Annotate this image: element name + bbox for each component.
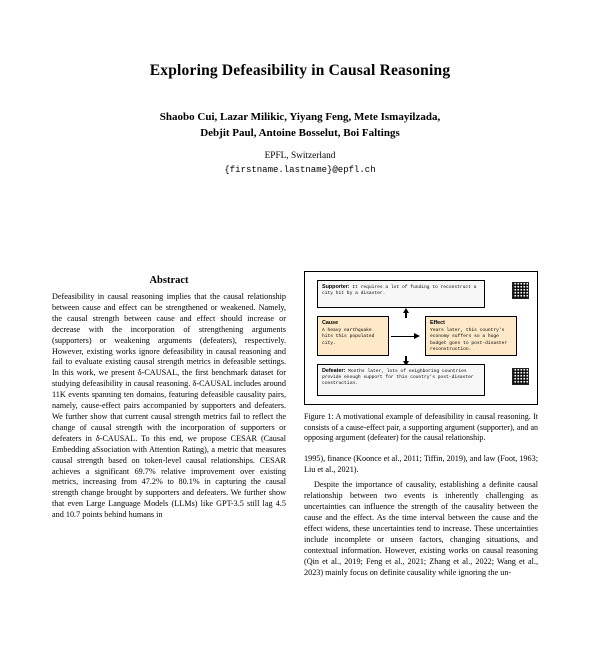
- qr-code-icon-supporter: [512, 282, 529, 299]
- figure-node-cause: [317, 316, 389, 356]
- abstract-text: Defeasibility in causal reasoning implies that the causal relationship between cause and effect can be strengthened or weakened. Namely, the causal strength between cause and effect should increase or decrease with the incorporation of strengthening arguments (supporters) or weakening arguments (defeaters), respectively. However, existing works ignore defeasibility in causal reasoning and fail to evaluate existing causal strength metrics in defeasible settings. In this work, we present δ-CAUSAL, the first benchmark dataset for studying defeasibility in causal reasoning. δ-CAUSAL includes around 11K events spanning ten domains, featuring defeasible causality pairs, namely, cause-effect pairs accompanied by supporters and defeaters. We further show that current causal strength metrics fail to reflect the change of causal strength with the incorporation of supporters or defeaters in δ-CAUSAL. To this end, we propose CESAR (Causal Embedding aSsociation with Attention Rating), a metric that measures causal strength based on token-level causal relationships. CESAR achieves a significant 69.7% relative improvement over existing metrics, increasing from 47.2% to 80.1% in capturing the causal strength change brought by supporters and defeaters. We further show that even Large Language Models (LLMs) like GPT-3.5 still lag 4.5 and 10.7 points behind humans in: [52, 292, 286, 520]
- right-column: [304, 267, 538, 584]
- defeater-text: Months later, lots of neighboring countries provide enough support for this country's post-disaster construction.: [322, 369, 474, 387]
- right-col-paragraph-2: Despite the importance of causality, establishing a definite causal relationship between two events is inherently challenging as uncertainties can influence the strength of the causality between the cause and the effect. As the time interval between the cause and the effect widens, these uncertainties tend to increase. These uncertainties include incomplete or unseen factors, changing situations, and contextual information. However, existing works on causal reasoning (Qin et al., 2019; Feng et al., 2021; Zhang et al., 2022; Wang et al., 2023) mainly focus on definite causality while ignoring the un-: [304, 480, 538, 577]
- author-list: [60, 110, 540, 142]
- column-spacer: [304, 444, 538, 454]
- effect-text: Years later, this country's economy suffers so a huge budget goes to post-disaster reconstruction.: [430, 328, 508, 352]
- figure-1: [304, 271, 538, 444]
- cause-label: Cause: [322, 320, 339, 326]
- supporter-label: Supporter:: [322, 284, 350, 290]
- effect-label: Effect: [430, 320, 445, 326]
- two-column-body: [52, 267, 548, 584]
- defeater-label: Defeater:: [322, 368, 346, 374]
- page-title: Exploring Defeasibility in Causal Reasoning: [149, 62, 451, 79]
- paper-page: [0, 62, 600, 662]
- figure-node-defeater: [317, 364, 485, 396]
- author-line-1: Shaobo Cui, Lazar Milikic, Yiyang Feng, Mete Ismayilzada,: [159, 111, 441, 123]
- left-column: [52, 267, 286, 584]
- figure-node-effect: [425, 316, 517, 356]
- figure-diagram: [304, 271, 538, 405]
- figure-caption: Figure 1: A motivational example of defeasibility in causal reasoning. It consists of a cause-effect pair, a supporting argument (supporter), and an opposing argument (defeater) for the causal relationship.: [304, 412, 538, 443]
- arrow-supporter-icon: [405, 308, 407, 318]
- qr-code-icon-defeater: [512, 368, 529, 385]
- author-line-2: Debjit Paul, Antoine Bosselut, Boi Faltings: [200, 126, 400, 139]
- abstract-heading: Abstract: [149, 275, 189, 286]
- affiliation: EPFL, Switzerland: [264, 150, 336, 161]
- contact-email: {firstname.lastname}@epfl.ch: [224, 165, 376, 176]
- cause-text: A heavy earthquake hits this populated city.: [322, 328, 375, 346]
- supporter-text: It requires a lot of funding to reconstruct a city hit by a disaster.: [322, 285, 477, 297]
- figure-node-supporter: [317, 280, 485, 308]
- right-col-paragraph-1: 1995), finance (Koonce et al., 2011; Tiffin, 2019), and law (Foot, 1963; Liu et al., 2021).: [304, 453, 538, 474]
- arrow-cause-to-effect-icon: [391, 334, 423, 338]
